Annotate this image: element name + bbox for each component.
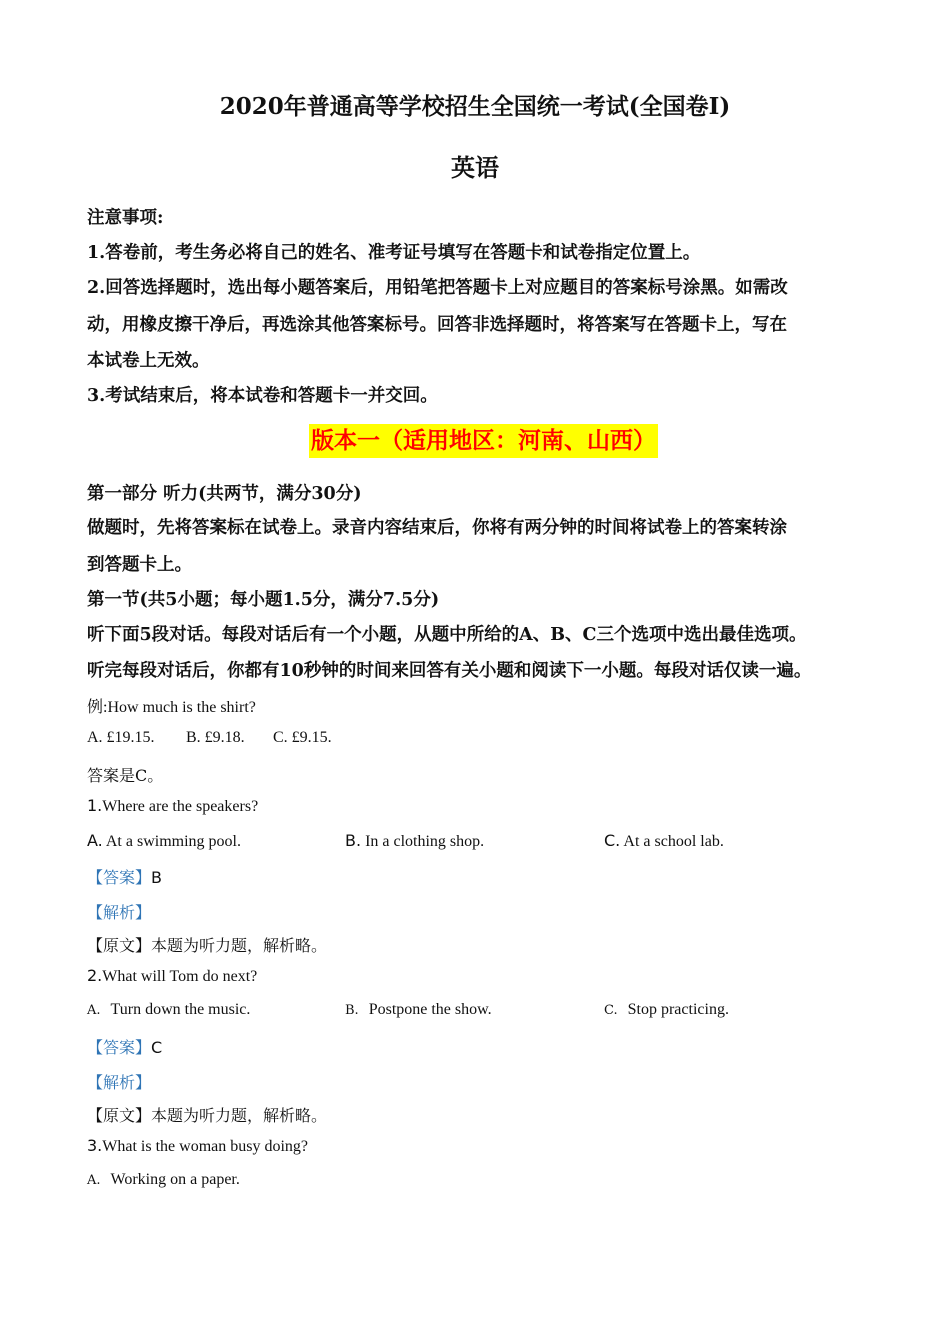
question-3 [87,1136,308,1156]
question-1-original: 【原文】本题为听力题，解析略。 [87,936,328,955]
section1-instruction-line-2: 听完每段对话后，你都有10秒钟的时间来回答有关小题和阅读下一小题。每段对话仅读一遍。 [87,661,812,681]
notice-heading: 注意事项: [87,208,164,228]
question-3-number: 3. [87,1136,103,1155]
notice-item-2-line-3: 本试卷上无效。 [87,351,210,371]
subject-title: 英语 [451,153,499,182]
question-2-option-a: A. Turn down the music. [87,1001,251,1018]
question-2-analysis-tag: 【解析】 [87,1073,152,1092]
question-1 [87,796,258,816]
exam-title: 2020年普通高等学校招生全国统一考试(全国卷I) [219,93,731,120]
part1-instruction-line-2: 到答题卡上。 [87,555,192,575]
question-1-text: Where are the speakers? [102,798,259,815]
question-1-option-a: A. At a swimming pool. [87,831,241,850]
question-3-option-a: A. Working on a paper. [87,1171,240,1188]
answer-tag: 【答案】 [87,1038,152,1057]
example-option-a: A. £19.15. [87,729,155,746]
answer-tag: 【答案】 [87,868,152,887]
example-option-b: B. £9.18. [186,729,245,746]
question-2-option-c: C. Stop practicing. [604,1001,729,1018]
version-banner: 版本一（适用地区：河南、山西） [309,424,658,458]
section1-heading: 第一节(共5小题；每小题1.5分，满分7.5分) [87,590,440,610]
section1-instruction-line-1: 听下面5段对话。每段对话后有一个小题，从题中所给的A、B、C三个选项中选出最佳选项。 [87,625,807,645]
part1-heading: 第一部分 听力(共两节，满分30分) [87,484,362,504]
example-option-c: C. £9.15. [273,729,332,746]
notice-item-2-line-2: 动，用橡皮擦干净后，再选涂其他答案标号。回答非选择题时，将答案写在答题卡上，写在 [87,315,787,335]
question-1-answer-value: B [151,868,162,887]
question-1-option-c: C. At a school lab. [604,831,724,850]
question-1-analysis-tag: 【解析】 [87,903,152,922]
question-3-text: What is the woman busy doing? [102,1138,309,1155]
example-answer: 答案是C。 [87,766,164,785]
notice-item-2-line-1: 2.回答选择题时，选出每小题答案后，用铅笔把答题卡上对应题目的答案标号涂黑。如需改 [87,278,788,298]
notice-item-3: 3.考试结束后，将本试卷和答题卡一并交回。 [87,386,438,406]
question-2 [87,966,257,986]
question-2-original: 【原文】本题为听力题，解析略。 [87,1106,328,1125]
question-1-number: 1. [87,796,103,815]
example-question [87,694,256,717]
question-2-number: 2. [87,966,103,985]
example-prefix: 例: [87,699,108,716]
notice-item-1: 1.答卷前，考生务必将自己的姓名、准考证号填写在答题卡和试卷指定位置上。 [87,243,701,263]
question-2-option-b: B. Postpone the show. [345,1001,492,1018]
part1-instruction-line-1: 做题时，先将答案标在试卷上。录音内容结束后，你将有两分钟的时间将试卷上的答案转涂 [87,518,787,538]
question-2-text: What will Tom do next? [102,968,258,985]
question-2-answer-value: C [151,1038,163,1057]
example-question-text: How much is the shirt? [107,699,256,716]
question-1-answer [87,865,162,888]
question-1-option-b: B. In a clothing shop. [345,831,485,850]
question-2-answer [87,1035,162,1058]
